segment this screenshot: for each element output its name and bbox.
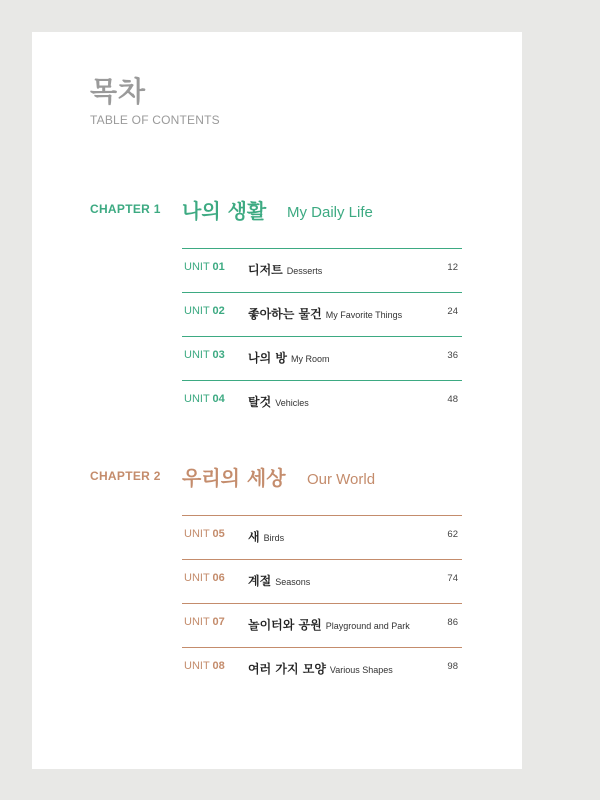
unit-title-en: Vehicles <box>275 398 309 408</box>
unit-07-entry[interactable] <box>182 603 462 647</box>
unit-page-number: 24 <box>447 306 458 317</box>
unit-title-ko: 놀이터와 공원 <box>248 618 322 632</box>
unit-title-en: Seasons <box>275 577 311 587</box>
unit-label <box>184 528 225 540</box>
unit-title <box>248 303 402 322</box>
unit-title <box>248 658 393 677</box>
unit-title-ko: 탈것 <box>248 395 272 409</box>
unit-prefix: UNIT <box>184 660 213 672</box>
unit-prefix: UNIT <box>184 393 213 405</box>
unit-prefix: UNIT <box>184 349 213 361</box>
unit-number: 05 <box>212 528 225 540</box>
unit-number: 04 <box>212 393 225 405</box>
unit-label <box>184 349 225 361</box>
unit-title-en: My Room <box>290 354 330 364</box>
unit-title <box>248 347 329 366</box>
chapter-title-en: Our World <box>307 471 376 488</box>
unit-title-en: My Favorite Things <box>325 310 403 320</box>
unit-number: 08 <box>212 660 225 672</box>
unit-06-entry[interactable] <box>182 559 462 603</box>
unit-01-entry[interactable] <box>182 248 462 292</box>
unit-title <box>248 259 322 278</box>
unit-number: 02 <box>212 305 225 317</box>
unit-03-entry[interactable] <box>182 336 462 380</box>
unit-number: 03 <box>212 349 225 361</box>
unit-title <box>248 614 410 633</box>
unit-page-number: 48 <box>447 394 458 405</box>
unit-08-entry[interactable] <box>182 647 462 691</box>
unit-page-number: 12 <box>447 262 458 273</box>
unit-label <box>184 305 225 317</box>
unit-title-ko: 좋아하는 물건 <box>248 307 322 321</box>
unit-page-number: 62 <box>447 529 458 540</box>
unit-title <box>248 570 310 589</box>
unit-number: 06 <box>212 572 225 584</box>
unit-02-entry[interactable] <box>182 292 462 336</box>
unit-title-ko: 디저트 <box>248 263 283 277</box>
page-title: 목차 <box>90 75 147 108</box>
unit-label <box>184 393 225 405</box>
page-subtitle: TABLE OF CONTENTS <box>90 113 220 127</box>
unit-list <box>182 248 462 424</box>
unit-page-number: 74 <box>447 573 458 584</box>
unit-page-number: 36 <box>447 350 458 361</box>
unit-number: 07 <box>212 616 225 628</box>
unit-title-ko: 나의 방 <box>248 351 287 365</box>
unit-title-en: Various Shapes <box>329 665 393 675</box>
unit-title-ko: 계절 <box>248 574 272 588</box>
unit-label <box>184 572 225 584</box>
chapter-label: CHAPTER 2 <box>90 469 161 483</box>
unit-title <box>248 391 309 410</box>
unit-04-entry[interactable] <box>182 380 462 424</box>
unit-label <box>184 660 225 672</box>
chapter-label: CHAPTER 1 <box>90 202 161 216</box>
unit-number: 01 <box>212 261 225 273</box>
unit-prefix: UNIT <box>184 261 213 273</box>
unit-label <box>184 261 225 273</box>
unit-05-entry[interactable] <box>182 515 462 559</box>
chapter-title-ko: 우리의 세상 <box>182 466 286 490</box>
unit-prefix: UNIT <box>184 616 213 628</box>
chapter-title-ko: 나의 생활 <box>182 199 267 223</box>
unit-label <box>184 616 225 628</box>
toc-page <box>32 32 522 769</box>
unit-title-en: Desserts <box>286 266 323 276</box>
unit-prefix: UNIT <box>184 528 213 540</box>
unit-page-number: 98 <box>447 661 458 672</box>
unit-title-en: Playground and Park <box>325 621 410 631</box>
chapter-title-en: My Daily Life <box>287 204 373 221</box>
unit-prefix: UNIT <box>184 305 213 317</box>
unit-list <box>182 515 462 691</box>
unit-title-en: Birds <box>263 533 285 543</box>
unit-title <box>248 526 284 545</box>
unit-page-number: 86 <box>447 617 458 628</box>
unit-title-ko: 여러 가지 모양 <box>248 662 326 676</box>
unit-prefix: UNIT <box>184 572 213 584</box>
unit-title-ko: 새 <box>248 530 260 544</box>
